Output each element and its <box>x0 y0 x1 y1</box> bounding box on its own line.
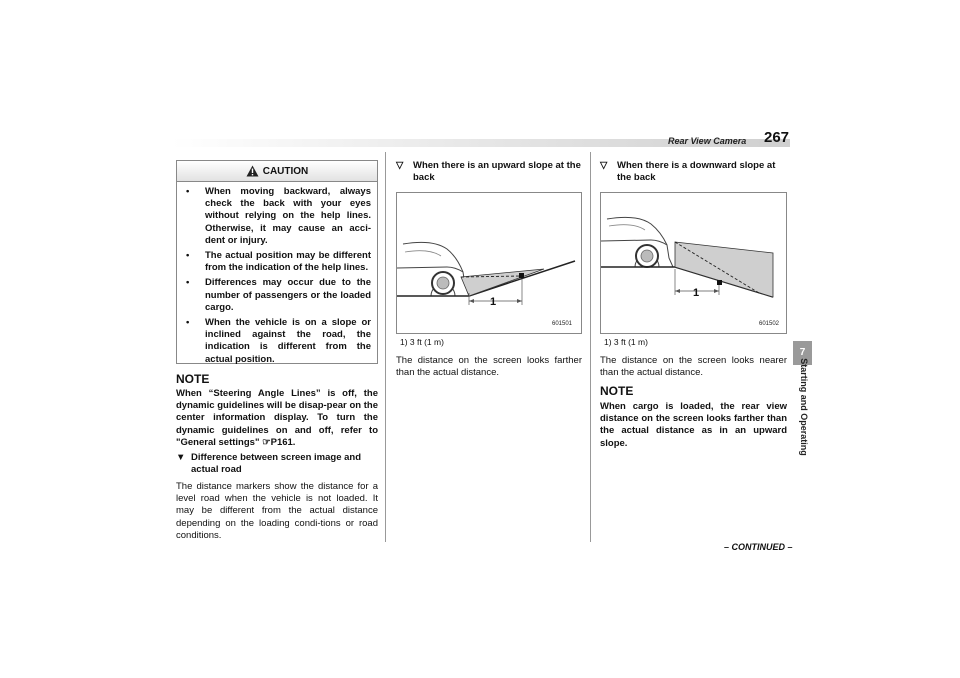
figure-label: 1 <box>490 296 497 308</box>
section-title: Rear View Camera <box>668 136 747 146</box>
figure-label: 1 <box>693 287 700 299</box>
downward-slope-figure <box>600 192 787 334</box>
caution-item: • Differences may occur due to the number of passengers or the loaded cargo. <box>186 277 371 313</box>
difference-heading-block <box>176 452 378 476</box>
column-divider <box>590 152 591 542</box>
bullet-icon: • <box>186 186 190 197</box>
upward-heading: When there is an upward slope at the back <box>413 160 581 183</box>
difference-heading: Difference between screen image and actual road <box>191 452 362 475</box>
figure-caption: 1) 3 ft (1 m) <box>400 337 444 347</box>
column-divider <box>385 152 386 542</box>
caution-header <box>177 161 377 182</box>
continued-label: – CONTINUED – <box>724 542 793 552</box>
upward-slope-illustration <box>397 193 581 333</box>
chapter-title: Starting and Operating <box>799 358 809 456</box>
note-title: NOTE <box>600 384 634 398</box>
upward-heading-block <box>396 160 582 184</box>
note-title: NOTE <box>176 372 210 386</box>
chapter-tab: 7 <box>793 341 812 365</box>
section-marker-icon: ▽ <box>396 160 404 171</box>
caution-item: • When the vehicle is on a slope or inclined against the road, the indication is different from the actual position. <box>186 317 371 365</box>
section-marker-icon: ▽ <box>600 160 608 171</box>
note-text: When “Steering Angle Lines” is off, the dynamic guidelines will be disap-pear on the center information display. To turn the dynamic guidelines on and off, refer to "General settings" ☞P161. <box>176 388 378 448</box>
upward-body: The distance on the screen looks farther than the actual distance. <box>396 355 582 379</box>
page-number: 267 <box>764 129 790 146</box>
note-text: When cargo is loaded, the rear view distance on the screen looks farther than the actual distance as in an upward slope. <box>600 401 787 449</box>
caution-list <box>177 182 377 366</box>
section-marker-icon: ▼ <box>176 452 186 463</box>
figure-number: 601501 <box>552 321 573 327</box>
caution-item: • The actual position may be different from the indication of the help lines. <box>186 250 371 274</box>
bullet-icon: • <box>186 317 190 329</box>
upward-slope-figure <box>396 192 582 334</box>
caution-title: CAUTION <box>262 165 309 177</box>
bullet-icon: • <box>186 277 190 289</box>
figure-number: 601502 <box>759 321 780 327</box>
downward-heading-block <box>600 160 787 184</box>
bullet-icon: • <box>186 250 190 262</box>
downward-slope-illustration <box>601 193 786 333</box>
downward-body: The distance on the screen looks nearer than the actual distance. <box>600 355 787 379</box>
downward-heading: When there is a downward slope at the back <box>617 160 776 183</box>
difference-body: The distance markers show the distance for a level road when the vehicle is not loaded. It may be different from the actual distance depending on the loading condi-tions or road conditions. <box>176 481 378 541</box>
figure-caption: 1) 3 ft (1 m) <box>604 337 648 347</box>
caution-box <box>176 160 378 364</box>
warning-triangle-icon <box>246 165 259 177</box>
caution-item: • When moving backward, always check the back with your eyes without relying on the help lines. Otherwise, it may cause an acci-dent or injury. <box>186 186 371 246</box>
